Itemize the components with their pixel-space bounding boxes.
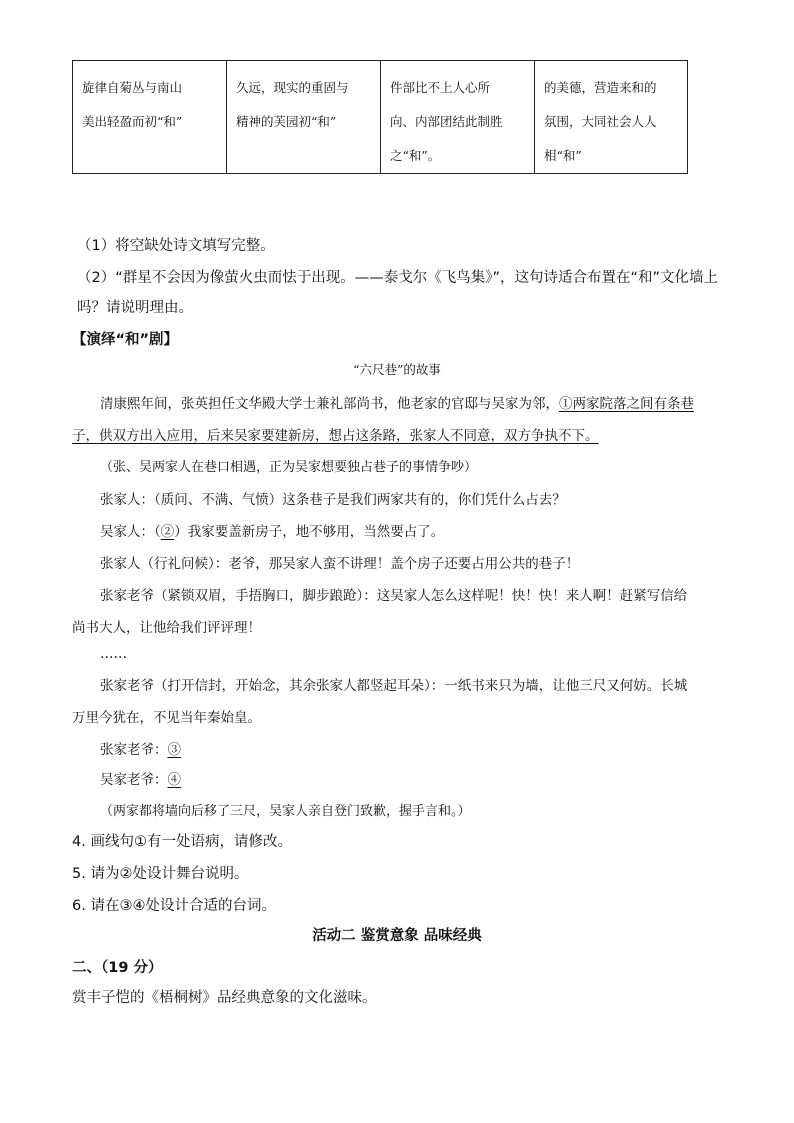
cell-line: 相“和” bbox=[544, 148, 582, 163]
part-two-intro: 赏丰子恺的《梧桐树》品经典意象的文化滋味。 bbox=[72, 990, 377, 1006]
question-1: （1）将空缺处诗文填写完整。 bbox=[77, 238, 275, 254]
dialogue-laoye-1-line-2: 尚书大人，让他给我们评评理！ bbox=[72, 620, 261, 636]
question-2-line-2: 吗？请说明理由。 bbox=[77, 300, 193, 316]
dialogue-text: 吴家人：（ bbox=[100, 524, 161, 540]
dialogue-text: ）我家要盖新房子，地不够用，当然要占了。 bbox=[174, 524, 445, 540]
stage-direction-2: （两家都将墙向后移了三尺，吴家人亲自登门致歉，握手言和。） bbox=[100, 804, 471, 819]
dialogue-wu-1 bbox=[100, 520, 444, 540]
cell-line: 的美德，营造来和的 bbox=[544, 80, 657, 95]
ellipsis: …… bbox=[100, 646, 127, 662]
dialogue-laoye-1-line-1: 张家老爷（紧锁双眉，手捂胸口，脚步踉跄）：这吴家人怎么这样呢！快！快！来人啊！赶紧写信给 bbox=[100, 588, 688, 604]
table-cell-1 bbox=[73, 61, 227, 174]
cell-line: 美出轻盈而初“和” bbox=[82, 114, 183, 129]
story-paragraph-line-1 bbox=[100, 392, 694, 412]
underlined-sentence-1-cont: 子，供双方出入应用，后来吴家要建新房，想占这条路，张家人不同意，双方争执不下。 bbox=[72, 428, 599, 444]
story-paragraph-line-2 bbox=[72, 424, 599, 444]
table-row bbox=[73, 61, 688, 174]
cell-line: 件部比不上人心所 bbox=[390, 80, 491, 95]
blank-marker-3: ③ bbox=[167, 742, 181, 758]
cell-line: 之“和”。 bbox=[390, 148, 441, 163]
activity-heading: 活动二 鉴赏意象 品味经典 bbox=[312, 928, 482, 944]
speaker-label: 张家老爷： bbox=[100, 742, 168, 758]
question-5: 5. 请为②处设计舞台说明。 bbox=[72, 866, 249, 882]
blank-marker-2: ② bbox=[160, 524, 175, 540]
story-text: 清康熙年间，张英担任文华殿大学士兼礼部尚书，他老家的官邸与吴家为邻， bbox=[100, 396, 559, 412]
question-6: 6. 请在③④处设计合适的台词。 bbox=[72, 898, 276, 914]
cell-line: 向、内部团结此制胜 bbox=[390, 114, 503, 129]
dialogue-laoye-2-line-2: 万里今犹在，不见当年秦始皇。 bbox=[72, 710, 261, 726]
table-cell-3 bbox=[381, 61, 535, 174]
cell-line: 精神的芙园初“和” bbox=[236, 114, 337, 129]
dialogue-laoye-2-line-1: 张家老爷（打开信封，开始念，其余张家人都竖起耳朵）：一纸书来只为墙，让他三尺又何妨。长城 bbox=[100, 678, 688, 694]
question-4: 4. 画线句①有一处语病，请修改。 bbox=[72, 834, 292, 850]
blank-marker-4: ④ bbox=[167, 772, 181, 788]
dialogue-wu-2 bbox=[100, 768, 181, 788]
stage-direction-1: （张、吴两家人在巷口相遇，正为吴家想要独占巷子的事情争吵） bbox=[100, 460, 478, 475]
cell-line: 氛围，大同社会人人 bbox=[544, 114, 657, 129]
part-two-heading: 二、（19 分） bbox=[72, 960, 163, 976]
question-2-line-1: （2）“群星不会因为像萤火虫而怯于出现。——泰戈尔《飞鸟集》”，这句诗适合布置在“和”文化墙上 bbox=[77, 270, 719, 286]
dialogue-zhang-1: 张家人：（质问、不满、气愤）这条巷子是我们两家共有的，你们凭什么占去？ bbox=[100, 492, 566, 508]
story-title: “六尺巷”的故事 bbox=[353, 362, 441, 377]
cell-line: 旋律自菊丛与南山 bbox=[82, 80, 183, 95]
underlined-sentence-1: ①两家院落之间有条巷 bbox=[559, 396, 694, 412]
table-cell-4 bbox=[535, 61, 688, 174]
section-heading: 【演绎“和”剧】 bbox=[72, 332, 179, 348]
dialogue-zhang-2: 张家人（行礼问候）：老爷，那吴家人蛮不讲理！盖个房子还要占用公共的巷子！ bbox=[100, 556, 580, 572]
dialogue-laoye-3 bbox=[100, 738, 181, 758]
content-table bbox=[72, 60, 688, 174]
speaker-label: 吴家老爷： bbox=[100, 772, 168, 788]
cell-line: 久远，现实的重固与 bbox=[236, 80, 349, 95]
table-cell-2 bbox=[227, 61, 381, 174]
